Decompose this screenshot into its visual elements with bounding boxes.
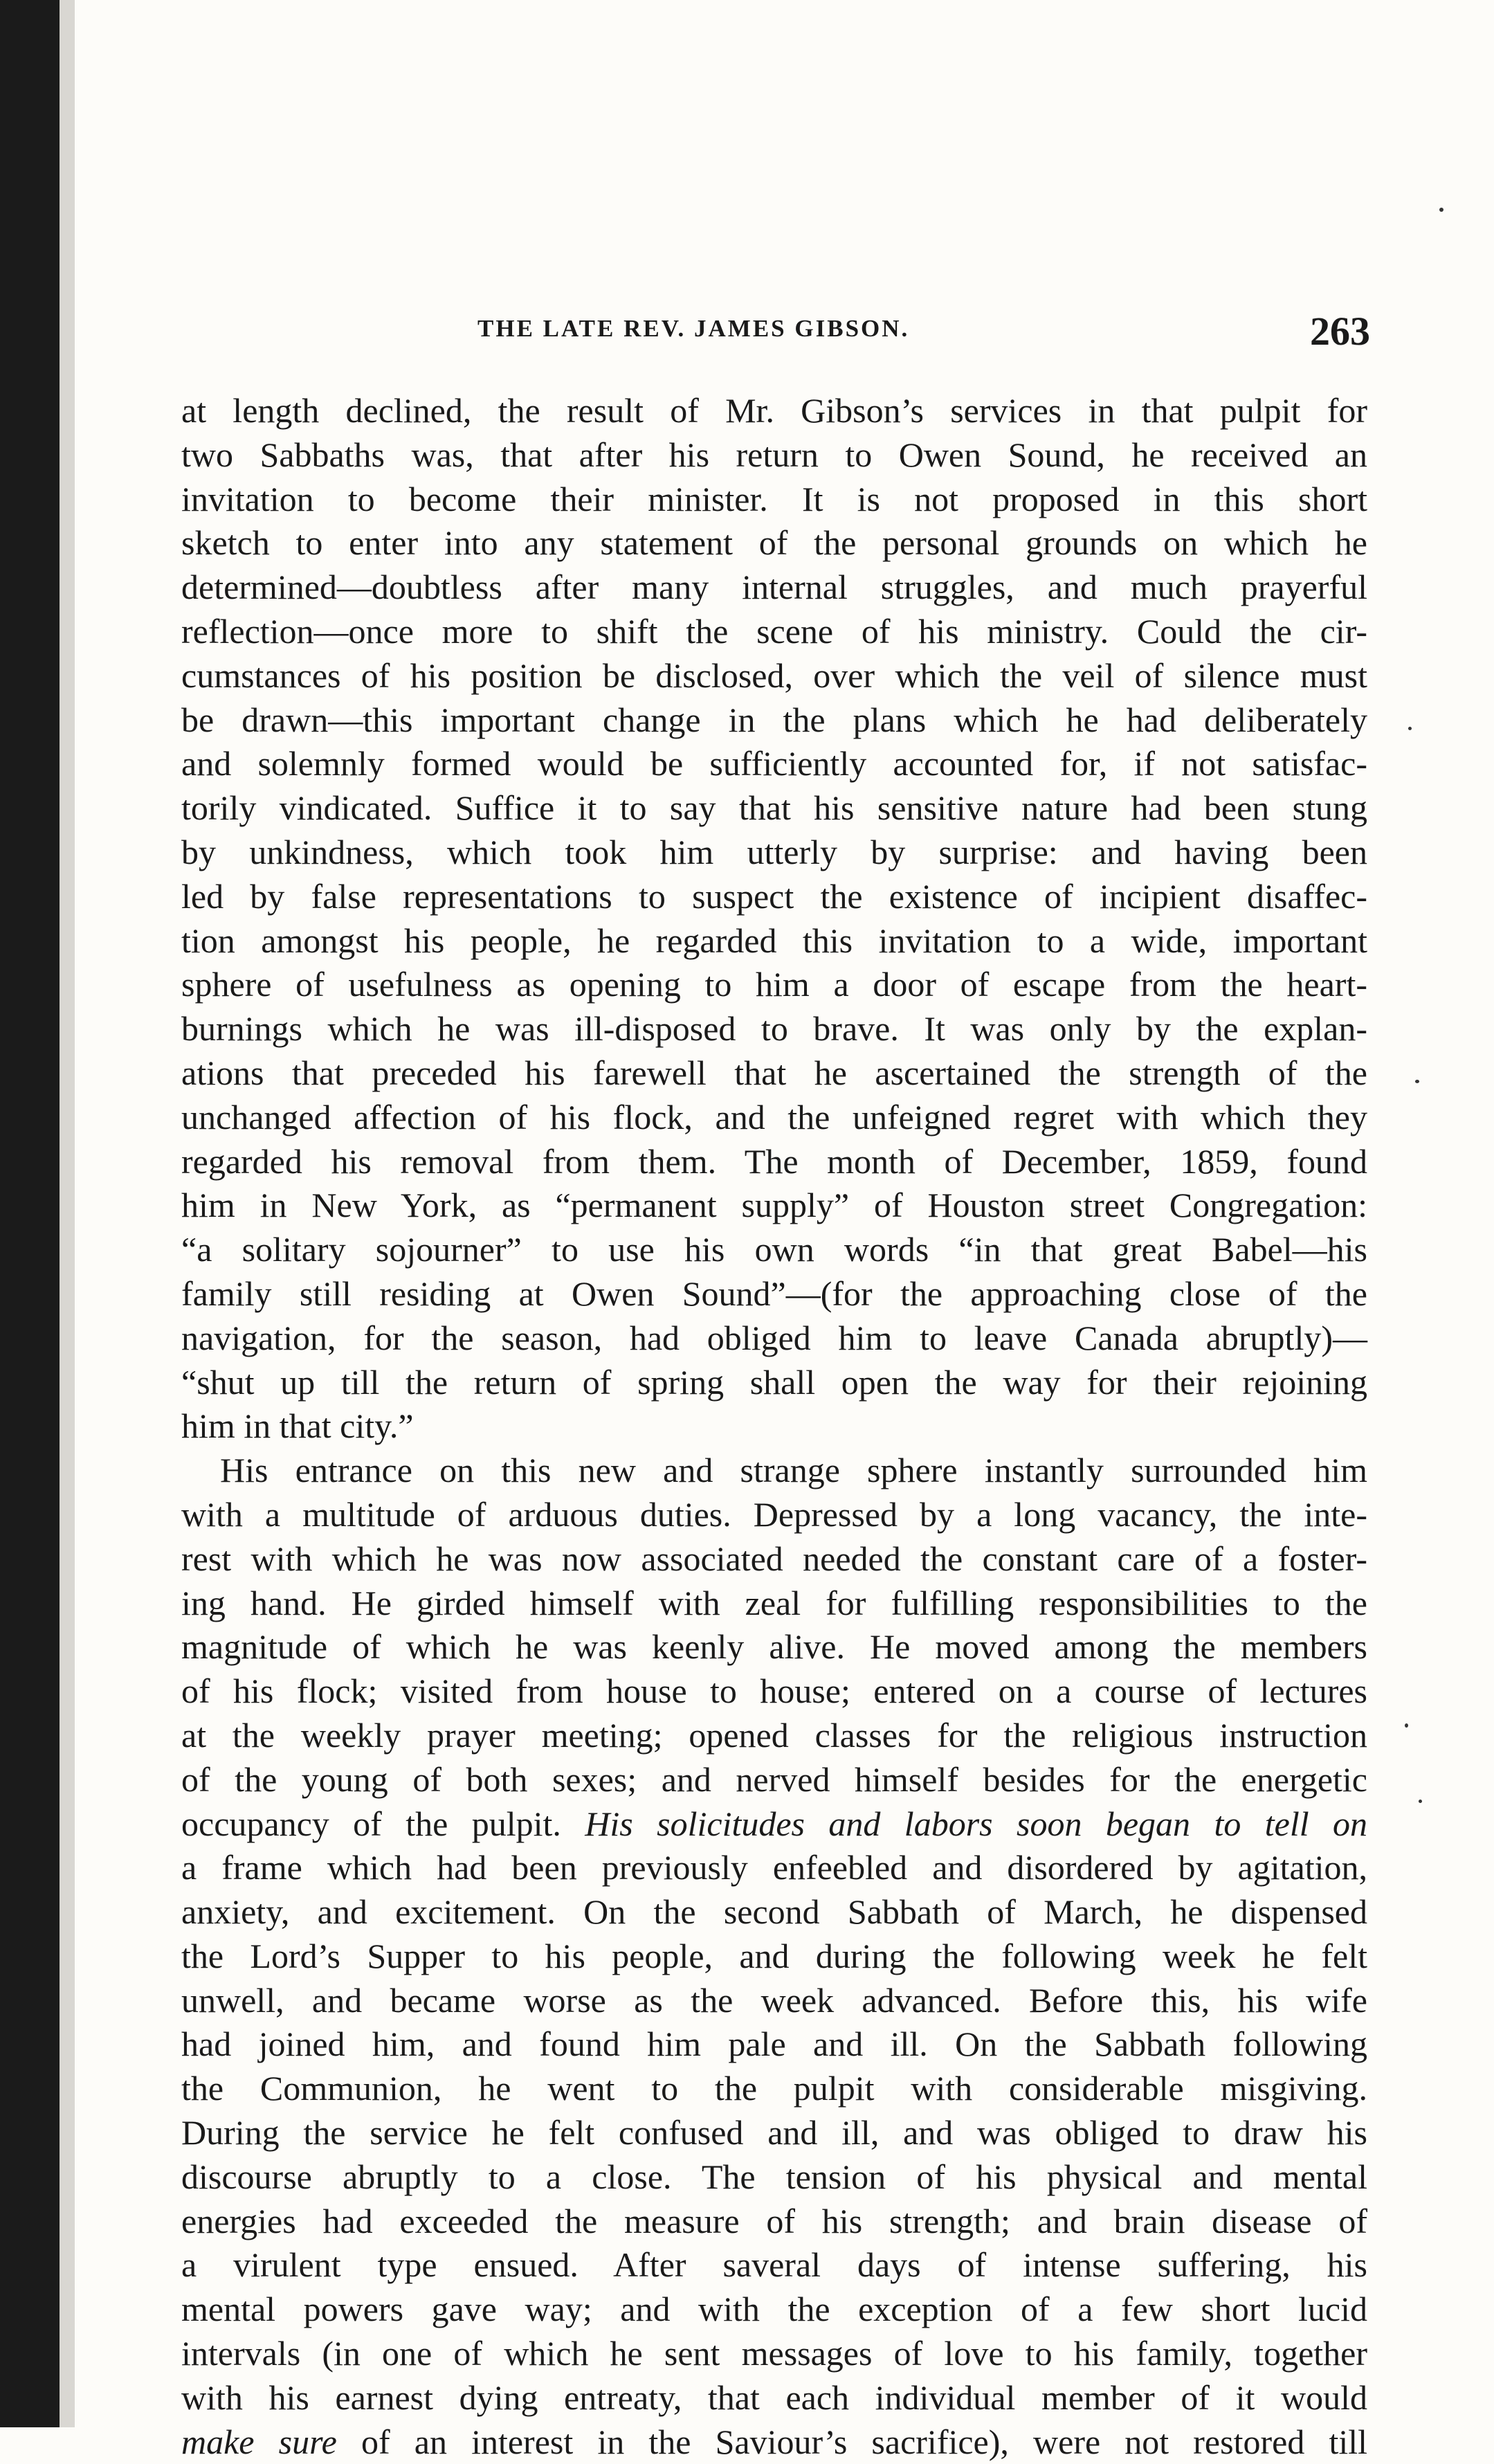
text-line: be drawn—this important change in the plans which he had deliberately xyxy=(181,700,1367,739)
text-line: navigation, for the season, had obliged him to leave Canada abruptly)— xyxy=(181,1318,1367,1357)
text-line: tion amongst his people, he regarded this invitation to a wide, important xyxy=(181,921,1367,960)
text-line: with his earnest dying entreaty, that each individual member of it would xyxy=(181,2377,1367,2417)
text-line: magnitude of which he was keenly alive. He moved among the members xyxy=(181,1627,1367,1667)
text-line: family still residing at Owen Sound”—(for the approaching close of the xyxy=(181,1274,1367,1313)
text-line: mental powers gave way; and with the exception of a few short lucid xyxy=(181,2290,1367,2329)
text-line: invitation to become their minister. It is not proposed in this short xyxy=(181,479,1367,518)
text-line: led by false representations to suspect the existence of incipient disaffec- xyxy=(181,876,1367,916)
text-line-with-italic xyxy=(181,2420,1367,2464)
text-line: by unkindness, which took him utterly by surprise: and having been xyxy=(181,832,1367,871)
book-gutter-shadow xyxy=(60,0,75,2427)
text-line: “shut up till the return of spring shall open the way for their rejoining xyxy=(181,1362,1367,1402)
text-line: at length declined, the result of Mr. Gibson’s services in that pulpit for xyxy=(181,391,1367,430)
text-line: had joined him, and found him pale and ill. On the Sabbath following xyxy=(181,2024,1367,2064)
paragraph-start-line: His entrance on this new and strange sphere instantly surrounded him xyxy=(220,1451,1367,1490)
book-binding-edge xyxy=(0,0,60,2427)
text-line: discourse abruptly to a close. The tension of his physical and mental xyxy=(181,2157,1367,2196)
line-text: occupancy of the pulpit. xyxy=(181,1804,561,1843)
text-line: at the weekly prayer meeting; opened classes for the religious instruction xyxy=(181,1715,1367,1755)
text-line: unchanged affection of his flock, and the unfeigned regret with which they xyxy=(181,1097,1367,1136)
text-line: a virulent type ensued. After saveral days of intense suffering, his xyxy=(181,2245,1367,2285)
text-line: the Communion, he went to the pulpit with considerable misgiving. xyxy=(181,2069,1367,2108)
running-head: THE LATE REV. JAMES GIBSON. xyxy=(477,315,910,342)
print-speck xyxy=(1408,727,1412,730)
italic-text: His solicitudes and labors soon began to tell on xyxy=(585,1804,1368,1843)
text-line: cumstances of his position be disclosed, over which the veil of silence must xyxy=(181,655,1367,695)
text-line: torily vindicated. Suffice it to say that his sensitive nature had been stung xyxy=(181,788,1367,828)
text-line: ations that preceded his farewell that he ascertained the strength of the xyxy=(181,1053,1367,1092)
text-line: the Lord’s Supper to his people, and during the following week he felt xyxy=(181,1936,1367,1975)
page-number: 263 xyxy=(1310,309,1370,354)
text-line: a frame which had been previously enfeebled and disordered by agitation, xyxy=(181,1848,1367,1887)
text-line: with a multitude of arduous duties. Depressed by a long vacancy, the inte- xyxy=(181,1494,1367,1534)
text-line: two Sabbaths was, that after his return to Owen Sound, he received an xyxy=(181,435,1367,474)
print-speck xyxy=(1415,1080,1419,1083)
text-line: sphere of usefulness as opening to him a door of escape from the heart- xyxy=(181,965,1367,1004)
text-line: intervals (in one of which he sent messages of love to his family, together xyxy=(181,2334,1367,2373)
page-header xyxy=(477,309,1370,370)
text-line: ing hand. He girded himself with zeal for fulfilling responsibilities to the xyxy=(181,1583,1367,1622)
text-line: of the young of both sexes; and nerved himself besides for the energetic xyxy=(181,1759,1367,1799)
text-line: him in New York, as “permanent supply” of Houston street Congregation: xyxy=(181,1186,1367,1225)
print-speck xyxy=(1439,208,1443,212)
text-line: rest with which he was now associated needed the constant care of a foster- xyxy=(181,1539,1367,1578)
text-line: determined—doubtless after many internal struggles, and much prayerful xyxy=(181,568,1367,607)
text-line: anxiety, and excitement. On the second Sabbath of March, he dispensed xyxy=(181,1892,1367,1932)
line-text: of an interest in the Saviour’s sacrifice), were not restored till xyxy=(361,2422,1368,2461)
text-line: sketch to enter into any statement of the personal grounds on which he xyxy=(181,523,1367,563)
text-line: and solemnly formed would be sufficiently accounted for, if not satisfac- xyxy=(181,744,1367,783)
print-speck xyxy=(1419,1800,1422,1803)
text-line: him in that city.” xyxy=(181,1406,414,1446)
print-speck xyxy=(1405,1723,1408,1728)
text-line: regarded his removal from them. The month of December, 1859, found xyxy=(181,1141,1367,1181)
text-line: of his flock; visited from house to house; entered on a course of lectures xyxy=(181,1672,1367,1711)
text-line: unwell, and became worse as the week advanced. Before this, his wife xyxy=(181,1980,1367,2020)
text-line: reflection—once more to shift the scene of his ministry. Could the cir- xyxy=(181,611,1367,651)
text-line: “a solitary sojourner” to use his own words “in that great Babel—his xyxy=(181,1230,1367,1269)
italic-text: make sure xyxy=(181,2422,337,2461)
body-text xyxy=(181,389,1367,2464)
text-line-with-italic xyxy=(181,1802,1367,1847)
text-line: burnings which he was ill-disposed to brave. It was only by the explan- xyxy=(181,1009,1367,1049)
text-line: energies had exceeded the measure of his strength; and brain disease of xyxy=(181,2201,1367,2240)
text-line: During the service he felt confused and ill, and was obliged to draw his xyxy=(181,2113,1367,2153)
